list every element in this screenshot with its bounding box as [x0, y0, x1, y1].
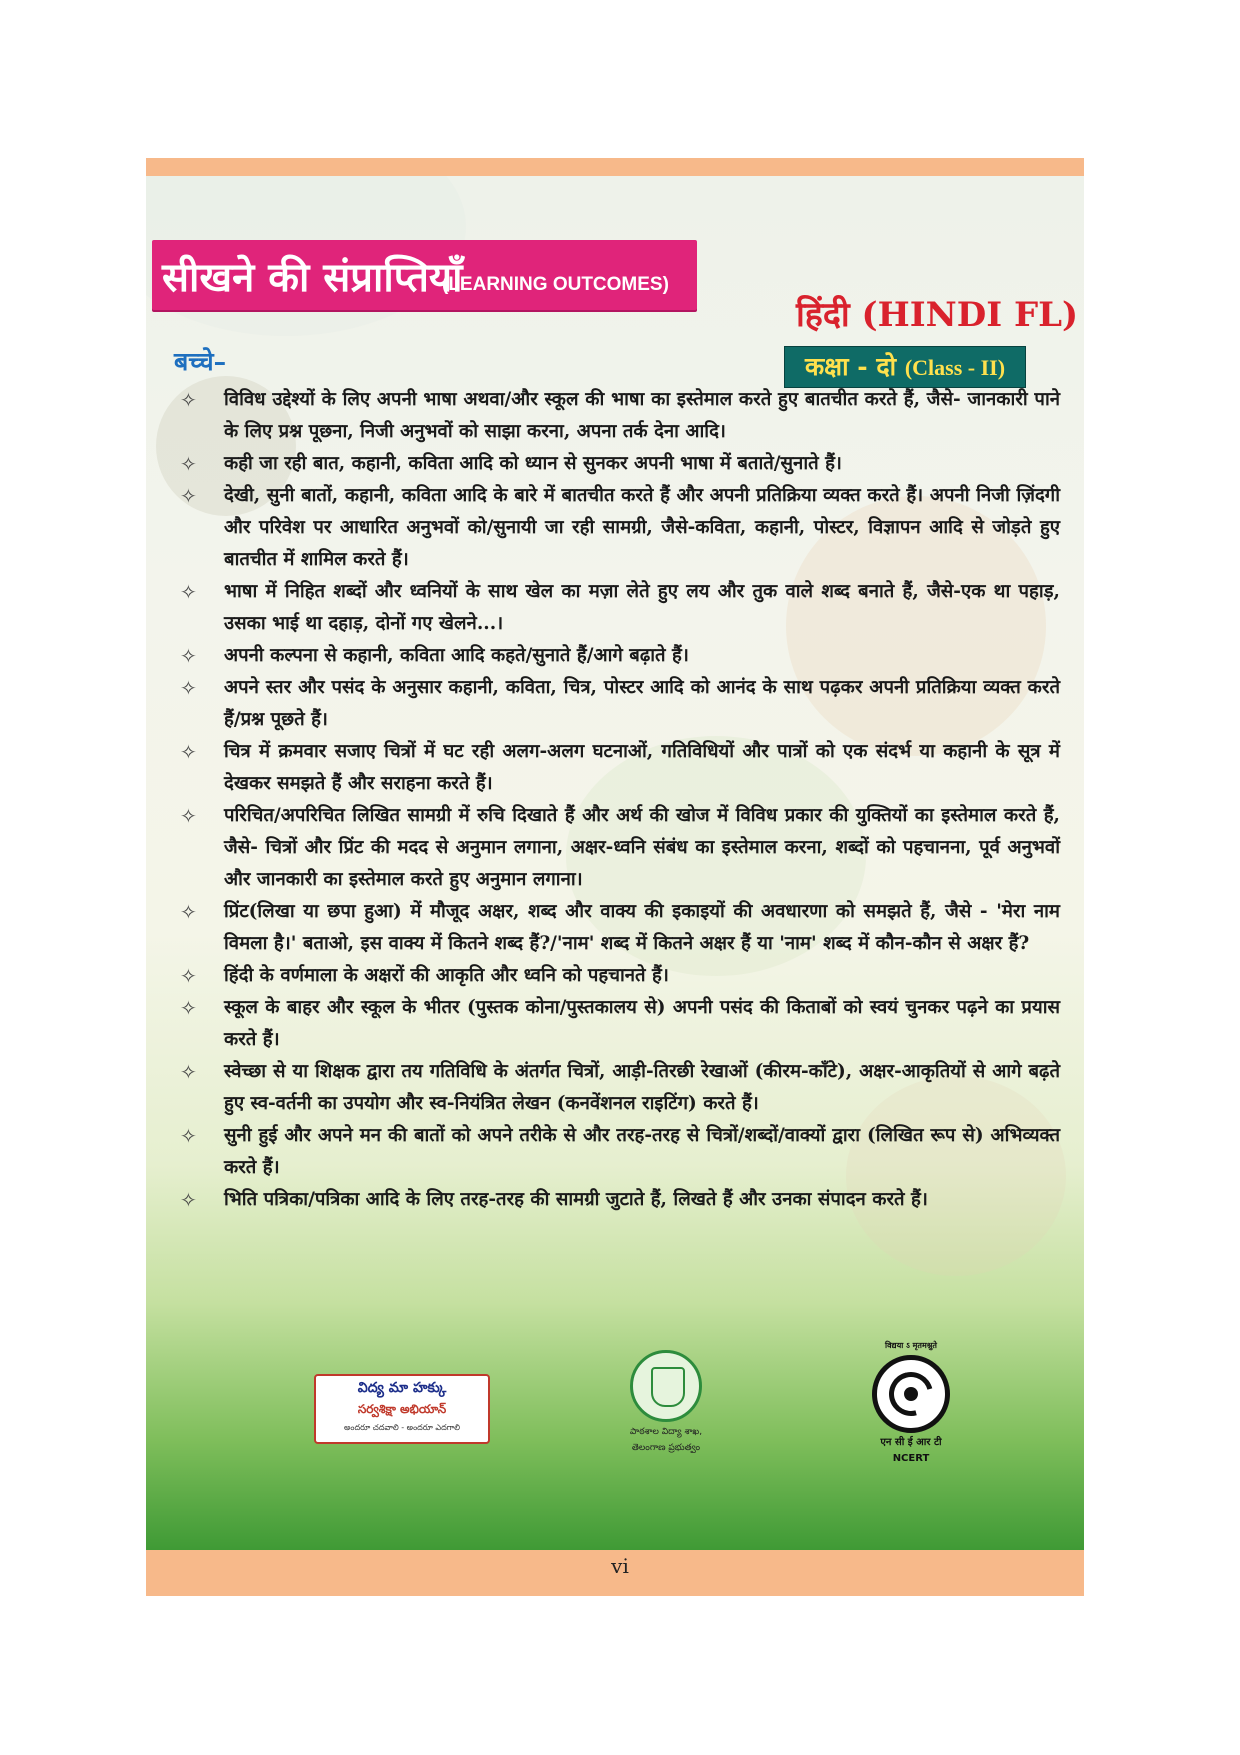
star-bullet-icon: ✧ [180, 740, 197, 764]
outcome-text: देखी, सुनी बातों, कहानी, कविता आदि के बारे में बातचीत करते हैं और अपनी प्रतिक्रिया व्यक्त करते हैं। अपनी निजी ज़िंदगी और परिवेश पर आधारित अनुभवों को/सुनायी जा रही सामग्री, जैसे-कविता, कहानी, पोस्टर, विज्ञापन आदि से जोड़ते हुए बातचीत में शामिल करते हैं। [224, 485, 1060, 570]
sarva-shiksha-abhiyan-logo [314, 1374, 490, 1444]
outcome-text: कही जा रही बात, कहानी, कविता आदि को ध्यान से सुनकर अपनी भाषा में बताते/सुनाते हैं। [224, 453, 842, 474]
outcome-text: भिति पत्रिका/पत्रिका आदि के लिए तरह-तरह की सामग्री जुटाते हैं, लिखते हैं और उनका संपादन करते हैं। [224, 1189, 928, 1210]
star-bullet-icon: ✧ [180, 900, 197, 924]
star-bullet-icon: ✧ [180, 1060, 197, 1084]
class-badge [784, 346, 1026, 388]
page-title-english: (LEARNING OUTCOMES) [442, 274, 669, 295]
outcome-item [180, 480, 1060, 576]
outcome-item [180, 800, 1060, 896]
star-bullet-icon: ✧ [180, 804, 197, 828]
seal-icon [630, 1350, 702, 1422]
children-label: बच्चे– [174, 347, 227, 376]
outcome-item [180, 960, 1060, 992]
star-bullet-icon: ✧ [180, 1188, 197, 1212]
government-seal-logo [606, 1350, 726, 1470]
outcome-text: चित्र में क्रमवार सजाए चित्रों में घट रही अलग-अलग घटनाओं, गतिविधियों और पात्रों को एक संदर्भ या कहानी के सूत्र में देखकर समझते हैं और सराहना करते हैं। [224, 741, 1060, 794]
star-bullet-icon: ✧ [180, 964, 197, 988]
star-bullet-icon: ✧ [180, 676, 197, 700]
class-label-english: (Class - II) [904, 355, 1006, 380]
learning-outcomes-list [180, 384, 1060, 1216]
ncert-emblem-icon [872, 1355, 950, 1433]
logo-strip [146, 1341, 1084, 1470]
ssa-logo-line2: సర్వశిక్షా అభియాన్ [357, 1402, 447, 1416]
outcome-text: परिचित/अपरिचित लिखित सामग्री में रुचि दिखाते हैं और अर्थ की खोज में विविध प्रकार की युक्तियों का इस्तेमाल करते हैं, जैसे- चित्रों और प्रिंट की मदद से अनुमान लगाना, अक्षर-ध्वनि संबंध का इस्तेमाल करना, शब्दों को पहचानना, पूर्व अनुभवों और जानकारी का इस्तेमाल करते हुए अनुमान लगाना। [224, 805, 1060, 890]
subject-heading: हिंदी (HINDI FL) [796, 295, 1079, 335]
ncert-logo [856, 1340, 966, 1480]
outcome-text: स्कूल के बाहर और स्कूल के भीतर (पुस्तक कोना/पुस्तकालय से) अपनी पसंद की किताबों को स्वयं चुनकर पढ़ने का प्रयास करते हैं। [224, 997, 1060, 1050]
ncert-logo-line2: NCERT [892, 1453, 930, 1464]
outcome-item [180, 896, 1060, 960]
outcome-item [180, 448, 1060, 480]
star-bullet-icon: ✧ [180, 996, 197, 1020]
outcome-item [180, 1120, 1060, 1184]
outcome-text: हिंदी के वर्णमाला के अक्षरों की आकृति और ध्वनि को पहचानते हैं। [224, 965, 669, 986]
star-bullet-icon: ✧ [180, 484, 197, 508]
outcome-item [180, 640, 1060, 672]
gov-logo-line1: పాఠశాల విద్యా శాఖ, [629, 1427, 703, 1437]
outcome-item [180, 1056, 1060, 1120]
outcome-text: प्रिंट(लिखा या छपा हुआ) में मौजूद अक्षर, शब्द और वाक्य की इकाइयों की अवधारणा को समझते हैं, जैसे - 'मेरा नाम विमला है।' बताओ, इस वाक्य में कितने शब्द हैं?/'नाम' शब्द में कितने अक्षर हैं या 'नाम' शब्द में कौन-कौन से अक्षर हैं? [224, 901, 1060, 954]
outcome-item [180, 672, 1060, 736]
star-bullet-icon: ✧ [180, 452, 197, 476]
ssa-logo-line3: అందరూ చదవాలి - అందరూ ఎదగాలి [344, 1423, 460, 1432]
page-number: vi [611, 1554, 629, 1578]
outcome-text: सुनी हुई और अपने मन की बातों को अपने तरीके से और तरह-तरह से चित्रों/शब्दों/वाक्यों द्वारा (लिखित रूप से) अभिव्यक्त करते हैं। [224, 1125, 1060, 1178]
page-title: सीखने की संप्राप्तियाँ [162, 254, 463, 301]
learning-outcomes-banner [152, 240, 697, 310]
star-bullet-icon: ✧ [180, 644, 197, 668]
star-bullet-icon: ✧ [180, 1124, 197, 1148]
outcome-item [180, 736, 1060, 800]
gov-logo-line2: తెలంగాణ ప్రభుత్వం [631, 1443, 701, 1453]
star-bullet-icon: ✧ [180, 388, 197, 412]
ssa-logo-line1: విద్య మా హక్కు [357, 1380, 447, 1396]
outcome-text: विविध उद्देश्यों के लिए अपनी भाषा अथवा/और स्कूल की भाषा का इस्तेमाल करते हुए बातचीत करते हैं, जैसे- जानकारी पाने के लिए प्रश्न पूछना, निजी अनुभवों को साझा करना, अपना तर्क देना आदि। [224, 389, 1060, 442]
outcome-item [180, 1184, 1060, 1216]
star-bullet-icon: ✧ [180, 580, 197, 604]
outcome-item [180, 992, 1060, 1056]
outcome-text: भाषा में निहित शब्दों और ध्वनियों के साथ खेल का मज़ा लेते हुए लय और तुक वाले शब्द बनाते हैं, जैसे-एक था पहाड़, उसका भाई था दहाड़, दोनों गए खेलने...। [224, 581, 1060, 634]
class-label-hindi: कक्षा - दो [804, 352, 897, 381]
outcome-text: स्वेच्छा से या शिक्षक द्वारा तय गतिविधि के अंतर्गत चित्रों, आड़ी-तिरछी रेखाओं (कीरम-काँटे), अक्षर-आकृतियों से आगे बढ़ते हुए स्व-वर्तनी का उपयोग और स्व-नियंत्रित लेखन (कनवेंशनल राइटिंग) करते हैं। [224, 1061, 1060, 1114]
ncert-logo-line1: एन सी ई आर टी [880, 1437, 942, 1448]
outcome-text: अपनी कल्पना से कहानी, कविता आदि कहते/सुनाते हैं/आगे बढ़ाते हैं। [224, 645, 689, 666]
outcome-text: अपने स्तर और पसंद के अनुसार कहानी, कविता, चित्र, पोस्टर आदि को आनंद के साथ पढ़कर अपनी प्रतिक्रिया व्यक्त करते हैं/प्रश्न पूछते हैं। [224, 677, 1060, 730]
ncert-motto: विद्यया ऽ मृतमश्नुते [885, 1341, 937, 1350]
outcome-item [180, 576, 1060, 640]
top-accent-bar [146, 158, 1084, 176]
outcome-item [180, 384, 1060, 448]
